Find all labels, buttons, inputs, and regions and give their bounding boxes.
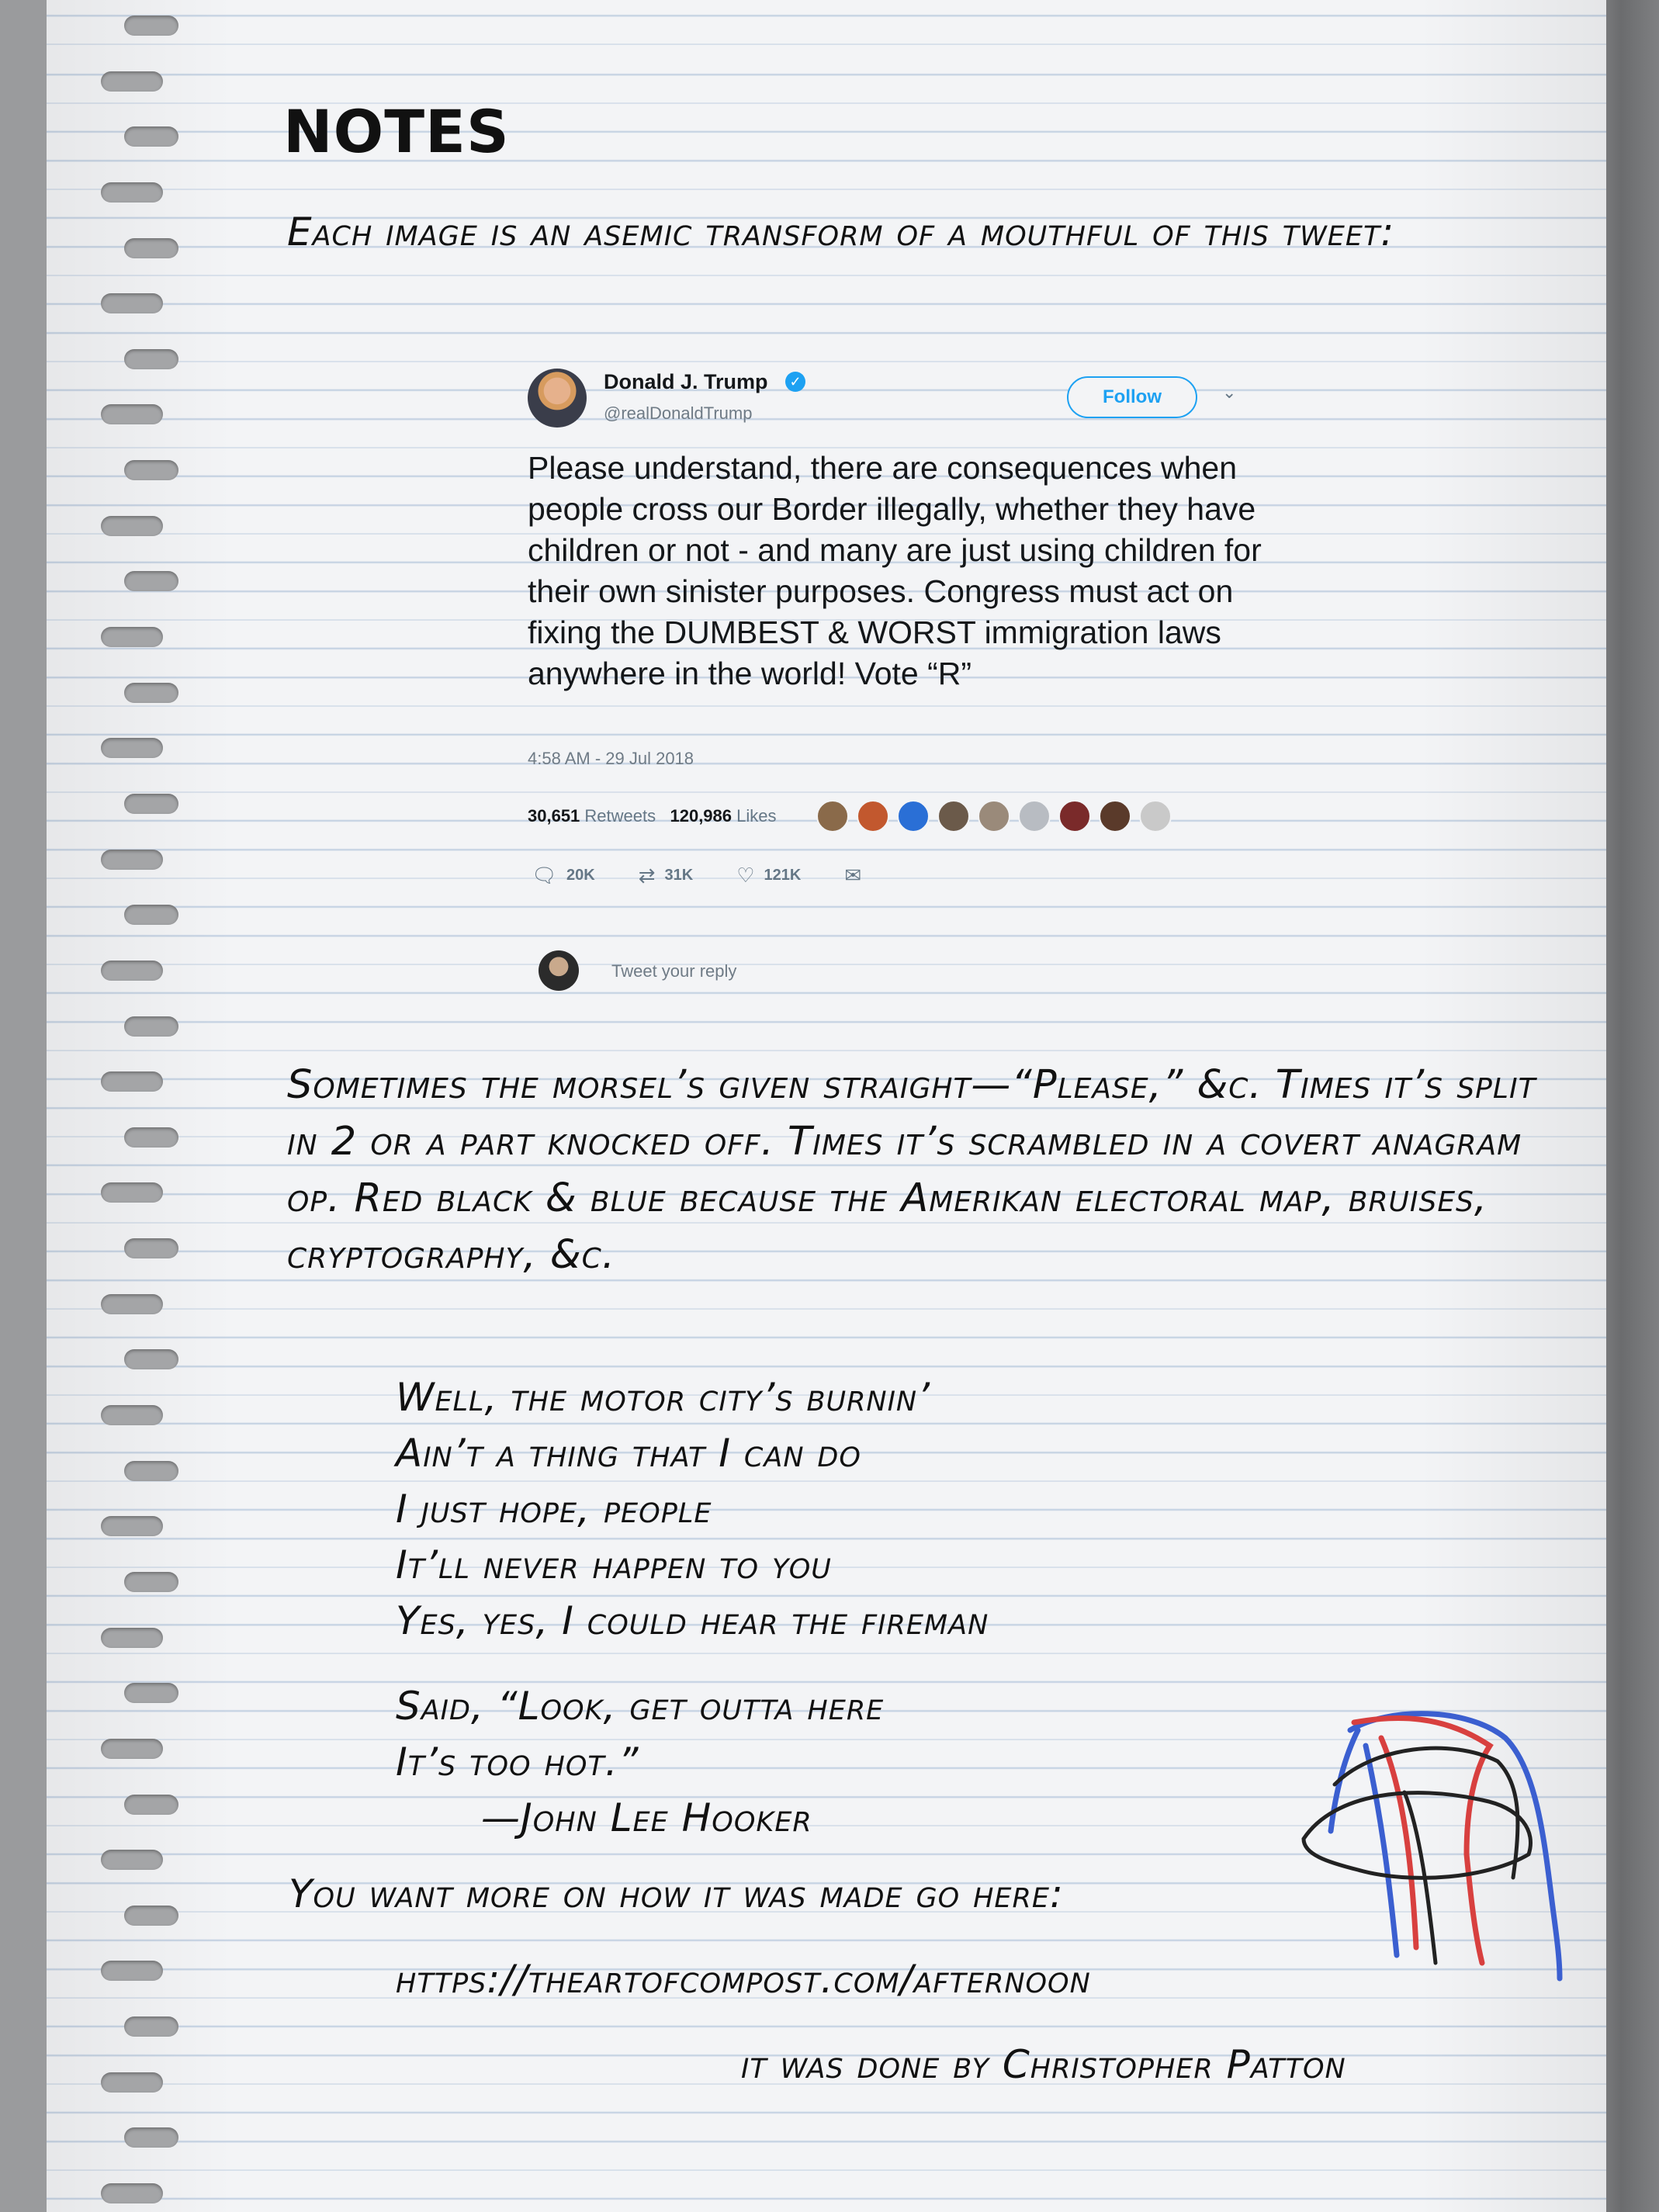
quote-line: I just hope, people (396, 1487, 712, 1532)
retweet-icon: ⇄ (638, 864, 656, 887)
explanation-paragraph: Sometimes the morsel’s given straight—“Please,” &c. Times it’s split in 2 or a part knocked off. Times it’s scrambled in a covert anagram op. Red black & blue because the Amerikan electoral map, bruises, cryptography, &c. (287, 1062, 1536, 1278)
more-info-text: You want more on how it was made go here: (289, 1871, 1064, 1916)
tweet-actions (532, 864, 914, 888)
liker-avatar[interactable] (937, 800, 970, 833)
liker-avatar[interactable] (897, 800, 930, 833)
quote-line: It’ll never happen to you (396, 1542, 832, 1587)
source-url: https://theartofcompost.com/afternoon (396, 1957, 1091, 2002)
like-short-count: 121K (764, 867, 802, 884)
tweet-text: Please understand, there are consequences when people cross our Border illegally, whether they have children or not - and many are just using children for their own sinister purposes. Congress must act on fixing the DUMBEST & WORST immigration laws anywhere in the world! Vote “R” (528, 450, 1262, 691)
viewer-avatar (539, 950, 579, 991)
heart-icon: ♡ (736, 864, 755, 887)
page-title: NOTES (283, 97, 510, 166)
quote-line: It’s too hot.” (396, 1739, 639, 1784)
like-count[interactable]: 120,986 (670, 806, 733, 826)
retweet-button[interactable] (639, 864, 694, 888)
intro-text: Each image is an asemic transform of a mouthful of this tweet: (287, 209, 1395, 254)
reply-button[interactable] (532, 864, 595, 888)
like-label[interactable]: Likes (736, 806, 777, 826)
retweet-label[interactable]: Retweets (584, 806, 656, 826)
quote-attribution: —John Lee Hooker (481, 1795, 812, 1840)
tweet-stats (528, 806, 777, 826)
quote-line: Yes, yes, I could hear the fireman (396, 1598, 989, 1643)
liker-avatar[interactable] (1018, 800, 1051, 833)
song-quote (396, 1369, 989, 1846)
quote-line: Ain’t a thing that I can do (396, 1431, 861, 1476)
liker-avatar[interactable] (978, 800, 1010, 833)
tweet-timestamp[interactable]: 4:58 AM - 29 Jul 2018 (528, 749, 694, 768)
like-button[interactable] (736, 864, 801, 888)
liker-avatar[interactable] (816, 800, 849, 833)
liker-avatar[interactable] (1058, 800, 1091, 833)
liker-avatar[interactable] (1139, 800, 1172, 833)
retweet-count[interactable]: 30,651 (528, 806, 580, 826)
liker-avatar[interactable] (1099, 800, 1131, 833)
reply-input[interactable]: Tweet your reply (611, 961, 737, 981)
direct-message-button[interactable] (844, 864, 871, 888)
quote-line: Well, the motor city’s burnin’ (396, 1375, 930, 1420)
retweet-short-count: 31K (664, 867, 694, 884)
reply-icon: 🗨 (532, 864, 558, 887)
reply-count: 20K (566, 867, 595, 884)
liker-avatars (816, 800, 1179, 833)
asemic-sketch (1288, 1699, 1598, 2009)
quote-line: Said, “Look, get outta here (396, 1684, 885, 1729)
binder-holes (101, 16, 217, 2203)
sketch-stroke-red (1354, 1718, 1490, 1963)
author-credit: it was done by Christopher Patton (741, 2042, 1346, 2087)
envelope-icon: ✉ (844, 864, 862, 887)
author-avatar[interactable] (528, 369, 587, 428)
author-handle[interactable]: @realDonaldTrump (604, 403, 753, 423)
embedded-tweet (528, 361, 1273, 1005)
chevron-down-icon[interactable]: ⌄ (1222, 383, 1237, 402)
author-name[interactable]: Donald J. Trump (604, 370, 768, 393)
verified-badge-icon: ✓ (785, 372, 805, 392)
sketch-stroke-black-2 (1335, 1748, 1518, 1963)
follow-button[interactable]: Follow (1067, 376, 1197, 418)
liker-avatar[interactable] (857, 800, 889, 833)
